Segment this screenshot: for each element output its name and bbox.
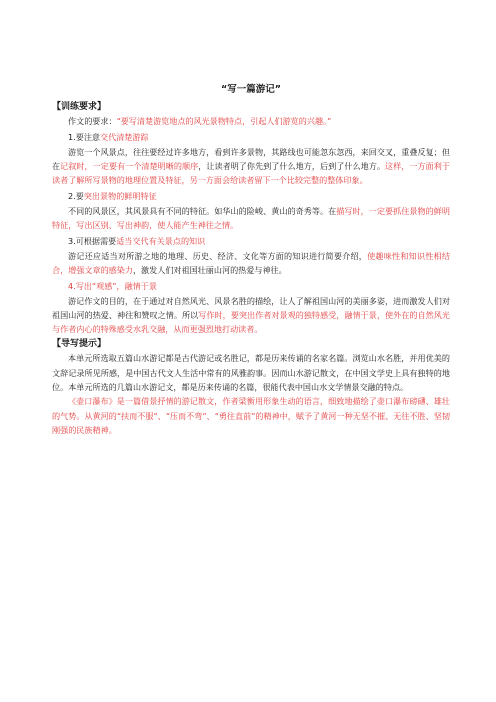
section-heading-guidance: 【导写提示】 — [52, 339, 107, 350]
item-2-heading — [52, 189, 450, 203]
document-title: “写一篇游记” — [221, 84, 281, 95]
requirement-intro — [52, 114, 450, 128]
text-run: 游记还应适当对所游之地的地理、历史、经济、文化等方面的知识进行简要介绍， — [68, 250, 368, 261]
item-4-heading: 4.写出“观感”，融情于景 — [68, 281, 157, 292]
text-run: ，激发人们对祖国壮丽山河的热爱与神往。 — [132, 264, 287, 275]
item-1-paragraph — [52, 145, 450, 188]
text-run: 游记作文的目的，在于通过对自然风光、风景名胜的描绘，让人了解祖国山河的美丽多姿，进而激发人们对祖国山河的热爱、神往和赞叹之情。所以 — [52, 295, 450, 320]
text-run: ，让读者明了你先到了什么地方，后到了什么地方。 — [198, 160, 386, 171]
intro-label: 作文的要求： — [68, 116, 117, 126]
item-3-paragraph — [52, 249, 450, 278]
section-heading-requirements: 【训练要求】 — [52, 102, 107, 112]
intro-quote: “要写清楚游览地点的风光景物特点，引起人们游览的兴趣。” — [116, 116, 332, 126]
highlight-run: 描写时，一定要抓住景物的鲜明特征，写出区别、写出神韵，使人能产生神往之情。 — [52, 205, 450, 231]
guidance-paragraph-2 — [52, 394, 450, 437]
guidance-paragraph-1: 本单元所选取五篇山水游记都是古代游记或名胜记，都是历来传诵的名家名篇。浏览山水名胜，并用优美的文辞记录所见所感，是中国古代文人生活中常有的风雅韵事。因而山水游记散文，在中国文学史上具有独特的地位。本单元所选的几篇山水游记文，都是历来传诵的名篇，很能代表中国山水文学情景交融的特点。 — [52, 353, 450, 393]
item-4-paragraph — [52, 294, 450, 337]
document-page — [52, 84, 450, 437]
item-2-paragraph — [52, 204, 450, 233]
text-run: 不同的风景区，其风景具有不同的特征。如华山的险峻、黄山的奇秀等。在 — [68, 205, 337, 216]
highlight-run: 使趣味性和知识性相结合，增强文章的感染力 — [52, 250, 450, 275]
item-3-title: 适当交代有关景点的知识 — [116, 236, 206, 247]
item-2-title: 突出景物的鲜明特征 — [83, 191, 157, 202]
highlight-run: 用形象生动的语言，细致地描绘了壶口瀑布磅礴、雄壮的气势。从黄河的“扶而不服”、“压而不弯”、“勇往直前”的精神中，赋予了黄河一种无坚不摧、无往不胜、坚韧刚强的民族精神。 — [52, 396, 450, 435]
item-1-heading — [52, 130, 450, 144]
highlight-run: 这样，一方面利于读者了解所写景物的地理位置及特征，另一方面会给读者留下一个比较完整的整体印象。 — [52, 160, 450, 186]
item-3-number: 3.可根据需要 — [68, 236, 117, 247]
text-run: 游览一个风景点，往往要经过许多地方，看到许多景物，其路线也可能忽东忽西，来回交叉，重叠反复；但在 — [52, 146, 450, 171]
highlight-run: 记叙时，一定要有一个清楚明晰的顺序 — [60, 160, 199, 171]
item-1-number: 1.要注意 — [68, 132, 101, 143]
highlight-run: 《壶口瀑布》是一篇借景抒情的游记散文，作者梁衡 — [68, 396, 255, 407]
item-3-heading — [52, 234, 450, 248]
highlight-run: 写作时，要突出作者对景观的独特感受，融情于景，使外在的自然风光与作者内心的特殊感受水乳交融，从而更强烈地打动读者。 — [52, 309, 450, 335]
item-2-number: 2.要 — [68, 191, 84, 202]
item-1-title: 交代清楚游踪 — [100, 132, 149, 143]
